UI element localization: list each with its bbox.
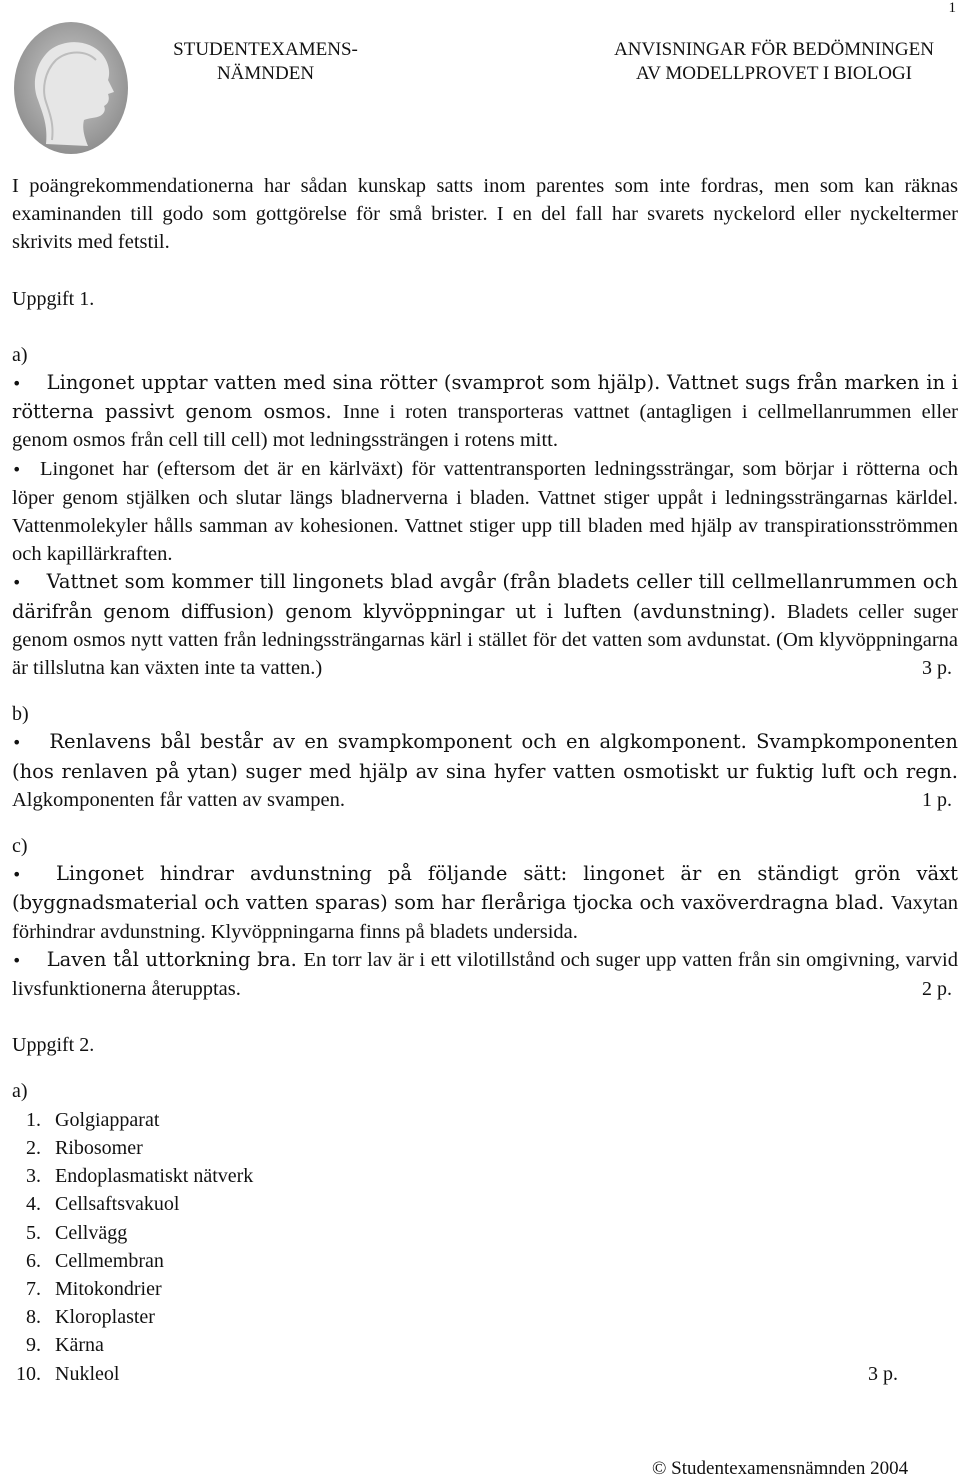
list-item-number: 5. xyxy=(26,1221,41,1244)
list-item-number: 6. xyxy=(26,1249,41,1272)
header-right-line2: AV MODELLPROVET I BIOLOGI xyxy=(635,63,913,84)
header-right-line1: ANVISNINGAR FÖR BEDÖMNINGEN xyxy=(614,39,934,60)
list-item-number: 4. xyxy=(26,1193,41,1216)
list-item xyxy=(12,1190,958,1218)
task1-a-bullet-1 xyxy=(12,369,958,455)
list-item-text: Cellvägg xyxy=(55,1221,128,1244)
list-item xyxy=(12,1360,958,1388)
list-item xyxy=(12,1331,958,1359)
task1-a-bullet-1-text: Lingonet upptar vatten med sina rötter (svamprot som hjälp). Vattnet sugs från marken in i rötterna passivt genom osmos. xyxy=(12,371,958,424)
intro-paragraph: I poängrekommendationerna har sådan kunskap satts inom parentes som inte fordras, men som kan räknas examinanden till godo som gottgörelse för små brister. I en del fall har svarets nyckelord eller nyckeltermer skrivits med fetstil. xyxy=(12,175,958,254)
page-number: 1 xyxy=(948,0,956,16)
list-item-text: Mitokondrier xyxy=(55,1277,162,1300)
list-item-text: Ribosomer xyxy=(55,1136,143,1159)
cell-part-list xyxy=(12,1106,958,1388)
list-item-text: Cellsaftsvakuol xyxy=(55,1193,180,1216)
list-item xyxy=(12,1275,958,1303)
list-item-text: Endoplasmatiskt nätverk xyxy=(55,1165,254,1188)
list-item-number: 1. xyxy=(26,1108,41,1131)
task2-a-points: 3 p. xyxy=(868,1362,898,1385)
list-item-text: Cellmembran xyxy=(55,1249,164,1272)
task1-c-bullet-2 xyxy=(12,946,958,1003)
list-item-number: 10. xyxy=(16,1362,41,1385)
list-item xyxy=(12,1134,958,1162)
task1-a-bullet-2-text: Lingonet har (eftersom det är en kärlväxt) för vattentransporten ledningssträngar, som börjar i rötterna och löper genom stjälken och slutar längs bladnerverna i bladen. Vattnet stiger uppåt i ledningssträngarnas kärldel. Vattenmolekyler hålls samman av kohesionen. Vattnet stiger upp till bladen med hjälp av transpirationsströmmen och kapillärkraften. xyxy=(12,457,958,566)
task1-c-bullet-1-bold: Vaxytan förhindrar avdunstning. Klyvöppningarna finns på bladets undersida. xyxy=(12,892,958,943)
header-left-line1: STUDENTEXAMENS- xyxy=(173,39,358,60)
header-left-line2: NÄMNDEN xyxy=(216,63,315,84)
task1-a-label: a) xyxy=(12,343,28,366)
list-item xyxy=(12,1303,958,1331)
list-item xyxy=(12,1162,958,1190)
task1-c-bullet-2-text: Laven tål uttorkning bra. xyxy=(46,947,297,971)
task1-b-label: b) xyxy=(12,703,29,726)
task1-b-bullet-1-text: Renlavens bål består av en svampkomponent och en algkomponent. Svampkomponenten (hos renlaven på ytan) suger med hjälp av sina hyfer vatten osmotiskt ur fuktig luft och regn. xyxy=(12,730,958,783)
task1-a-bullet-2 xyxy=(12,455,958,569)
list-item-text: Kloroplaster xyxy=(55,1306,155,1329)
list-item-number: 9. xyxy=(26,1334,41,1357)
list-item-number: 3. xyxy=(26,1165,41,1188)
copyright-footer: © Studentexamensnämnden 2004 xyxy=(652,1458,909,1479)
task1-c-label: c) xyxy=(12,835,28,858)
document-body xyxy=(12,172,958,1388)
list-item-text: Golgiapparat xyxy=(55,1108,160,1131)
task1-c-bullet-1 xyxy=(12,860,958,946)
list-item-number: 8. xyxy=(26,1306,41,1329)
header-left xyxy=(158,38,373,86)
task1-a-points: 3 p. xyxy=(922,657,952,680)
list-item-text: Kärna xyxy=(55,1334,104,1357)
list-item-number: 2. xyxy=(26,1136,41,1159)
task1-c-points: 2 p. xyxy=(922,978,952,1001)
task1-title: Uppgift 1. xyxy=(12,287,95,310)
task1-c-bullet-1-text: Lingonet hindrar avdunstning på följande sätt: lingonet är en ständigt grön växt (byggnadsmaterial och vatten sparas) som har fleråriga tjocka och vaxöverdragna blad. xyxy=(12,862,958,915)
profile-head-logo-icon xyxy=(12,20,130,160)
task1-b-bullet-1-bold: Algkomponenten får vatten av svampen. xyxy=(12,788,346,811)
list-item xyxy=(12,1247,958,1275)
task2-title: Uppgift 2. xyxy=(12,1034,95,1057)
task1-a-bullet-1-bold: Inne i roten transporteras vattnet (antagligen i cellmellanrummen eller genom osmos från cell till cell) mot ledningssträngen i rotens mitt. xyxy=(12,401,958,452)
list-item xyxy=(12,1219,958,1247)
list-item xyxy=(12,1106,958,1134)
task1-c-bullet-2-bold: En torr lav är i ett vilotillstånd och suger upp vatten från sin omgivning, varvid livsfunktionerna återupptas. xyxy=(12,948,959,1001)
task2-a-label: a) xyxy=(12,1080,28,1103)
task1-a-bullet-3 xyxy=(12,568,958,682)
task1-a-bullet-3-bold: Bladets celler suger genom osmos nytt vatten från ledningssträngarnas kärl i stället för det vatten som avdunstat. (Om klyvöppningarna är tillslutna kan växten inte ta vatten.) xyxy=(12,600,958,680)
task1-b-points: 1 p. xyxy=(922,788,952,811)
task1-a-bullet-3-text: Vattnet som kommer till lingonets blad avgår (från bladets celler till cellmellanrummen och därifrån genom diffusion) genom klyvöppningar ut i luften (avdunstning). xyxy=(12,570,958,623)
header-right xyxy=(588,38,960,86)
list-item-text: Nukleol xyxy=(55,1362,120,1385)
task1-b-bullet-1 xyxy=(12,728,958,814)
list-item-number: 7. xyxy=(26,1277,41,1300)
